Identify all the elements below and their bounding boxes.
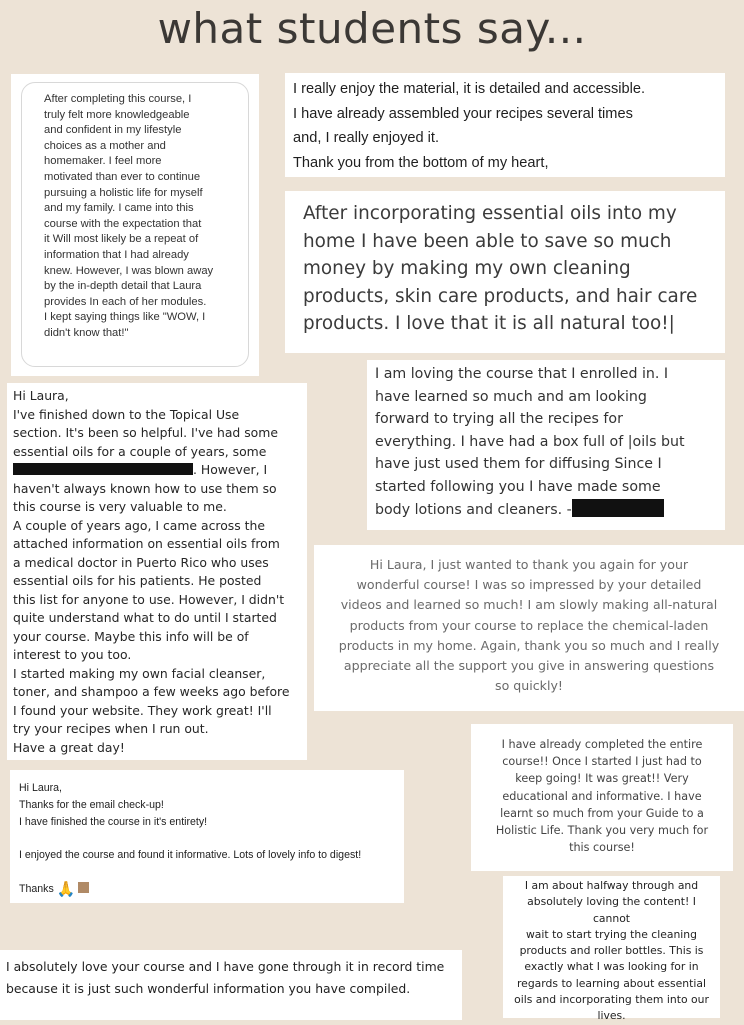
testimonial-8-signoff (19, 881, 396, 899)
testimonial-1-line: homemaker. I feel more (44, 155, 162, 168)
testimonial-card-10 (0, 950, 462, 1020)
testimonial-1-line: and confident in my lifestyle (44, 124, 182, 137)
testimonial-8-line: I have finished the course in it's entirety! (19, 815, 208, 828)
spacer (19, 864, 396, 881)
testimonial-5-line: have learned so much and am looking (375, 388, 647, 405)
testimonial-9-line: absolutely loving the content! I cannot (527, 895, 696, 925)
testimonial-3-line: products. I love that it is all natural too!| (303, 313, 675, 335)
testimonial-1-line: it Will most likely be a repeat of (44, 233, 199, 246)
testimonial-6-line: products in my home. Again, thank you so much and I really (338, 637, 720, 653)
testimonial-10-line: because it is just such wonderful information you have compiled. (6, 981, 411, 996)
praying-hands-icon: 🙏 (56, 880, 76, 898)
testimonial-4-line: A couple of years ago, I came across the (13, 517, 265, 533)
testimonial-4-line: essential oils for a couple of years, some (13, 443, 267, 459)
testimonial-4-line: attached information on essential oils from (13, 536, 280, 551)
testimonial-3-line: products, skin care products, and hair care (303, 285, 698, 307)
testimonial-9-line: lives. (597, 1009, 626, 1023)
testimonial-8-line: Hi Laura, (19, 782, 62, 794)
testimonial-2-line: I have already assembled your recipes several times (293, 105, 633, 122)
redaction-bar (13, 463, 193, 475)
testimonial-1-line: pursuing a holistic life for myself (44, 186, 203, 199)
testimonial-2-line: and, I really enjoyed it. (293, 130, 440, 146)
testimonial-1-line: didn't know that!" (44, 326, 129, 339)
testimonial-5-last-line (375, 499, 719, 522)
testimonial-4-line: this course is very valuable to me. (13, 499, 227, 514)
testimonial-4-redacted-line (13, 461, 305, 480)
testimonial-9-line: regards to learning about essential (516, 976, 707, 990)
testimonial-9-line: products and roller bottles. This is (519, 944, 704, 958)
testimonial-card-5 (367, 360, 725, 530)
testimonial-8-line: I enjoyed the course and found it informative. Lots of lovely info to digest! (19, 849, 362, 862)
testimonial-1-line: by the in-depth detail that Laura (44, 280, 202, 293)
testimonial-6-line: products from your course to replace the chemical-laden (349, 617, 709, 633)
testimonial-10-line: I absolutely love your course and I have gone through it in record time (6, 959, 445, 974)
testimonial-4-line: section. It's been so helpful. I've had some (13, 425, 278, 440)
testimonial-7-line: keep going! It was great!! Very (515, 772, 689, 786)
page-title: what students say... (157, 4, 587, 53)
testimonial-4-line: Have a great day! (13, 739, 125, 755)
testimonial-3-line: After incorporating essential oils into my (303, 203, 677, 224)
testimonial-1-bubble (21, 82, 249, 367)
testimonial-3-line: money by making my own cleaning (303, 258, 631, 280)
testimonial-4-line: I started making my own facial cleanser, (13, 665, 266, 681)
testimonial-2-line: Thank you from the bottom of my heart, (293, 154, 549, 171)
testimonial-6-line: videos and learned so much! I am slowly making all-natural (340, 597, 718, 613)
testimonial-1-line: motivated than ever to continue (44, 170, 201, 183)
testimonial-4-line: Hi Laura, (13, 388, 69, 403)
testimonial-4-line: haven't always known how to use them so (13, 480, 277, 496)
redaction-bar (572, 499, 664, 517)
testimonial-5-line: have just used them for diffusing Since I (375, 456, 662, 473)
testimonial-7-line: educational and informative. I have (502, 789, 702, 803)
testimonial-9-line: I am about halfway through and (524, 879, 699, 892)
testimonial-4-line-tail: . However, I (193, 462, 268, 477)
testimonial-4-line: quite understand what to do until I started (13, 610, 277, 625)
testimonial-4-line: your course. Maybe this info will be of (13, 628, 249, 644)
testimonial-1-line: truly felt more knowledgeable (44, 108, 190, 121)
testimonial-3-line: home I have been able to save so much (303, 230, 672, 252)
testimonial-4-line: a medical doctor in Puerto Rico who uses (13, 554, 269, 570)
testimonial-4-line: I found your website. They work great! I'll (13, 702, 272, 718)
testimonial-7-line: learnt so much from your Guide to a (500, 806, 704, 820)
testimonial-1-line: After completing this course, I (44, 93, 192, 105)
testimonial-7-line: this course! (569, 841, 635, 855)
testimonial-card-9 (503, 876, 720, 1023)
testimonial-5-line: started following you I have made some (375, 478, 661, 495)
testimonial-7-line: course!! Once I started I just had to (502, 755, 702, 769)
testimonial-6-line: wonderful course! I was so impressed by your detailed (356, 577, 702, 593)
testimonial-2-line: I really enjoy the material, it is detailed and accessible. (293, 81, 646, 97)
testimonial-1-line: and my family. I came into this (44, 202, 194, 215)
testimonial-card-3 (285, 191, 725, 353)
spacer (19, 830, 396, 847)
testimonial-1-line: information that I had already (44, 248, 189, 261)
testimonial-card-2 (285, 73, 725, 177)
testimonial-1-line: I kept saying things like "WOW, I (44, 311, 206, 324)
testimonial-7-line: Holistic Life. Thank you very much for (495, 824, 709, 838)
testimonial-6-line: Hi Laura, I just wanted to thank you again for your (369, 557, 689, 572)
testimonial-4-line: essential oils for his patients. He posted (13, 573, 262, 588)
testimonial-4-line: toner, and shampoo a few weeks ago before (13, 684, 290, 699)
testimonial-1-line: provides In each of her modules. (44, 295, 207, 308)
testimonial-1-line: course with the expectation that (44, 217, 202, 230)
testimonial-8-line: Thanks for the email check-up! (19, 798, 164, 811)
testimonial-5-signoff: body lotions and cleaners. - (375, 501, 572, 518)
testimonial-8-thanks: Thanks (19, 882, 54, 895)
testimonial-7-line: I have already completed the entire (501, 738, 703, 751)
testimonial-4-line: I've finished down to the Topical Use (13, 406, 240, 422)
testimonial-card-6 (314, 545, 744, 711)
testimonial-9-line: exactly what I was looking for in (524, 960, 699, 974)
testimonial-card-7 (471, 724, 733, 871)
testimonial-5-line: forward to trying all the recipes for (375, 411, 623, 428)
testimonial-card-4 (7, 383, 307, 760)
testimonial-1-line: knew. However, I was blown away (44, 264, 214, 277)
skin-tone-swatch-icon (78, 882, 89, 893)
testimonial-4-line: this list for anyone to use. However, I didn't (13, 591, 285, 607)
testimonial-9-line: wait to start trying the cleaning (525, 927, 698, 941)
testimonial-9-line: oils and incorporating them into our (514, 993, 709, 1007)
testimonial-6-line: appreciate all the support you give in answering questions (343, 658, 715, 674)
testimonial-5-line: everything. I have had a box full of |oils but (375, 433, 685, 450)
testimonial-6-line: so quickly! (495, 678, 563, 694)
testimonial-4-line: interest to you too. (13, 647, 132, 662)
testimonial-5-line: I am loving the course that I enrolled in. I (375, 366, 669, 382)
testimonial-4-line: try your recipes when I run out. (13, 721, 209, 736)
testimonial-1-line: choices as a mother and (44, 139, 166, 152)
testimonial-card-8 (10, 770, 404, 903)
testimonial-card-1 (11, 74, 259, 376)
